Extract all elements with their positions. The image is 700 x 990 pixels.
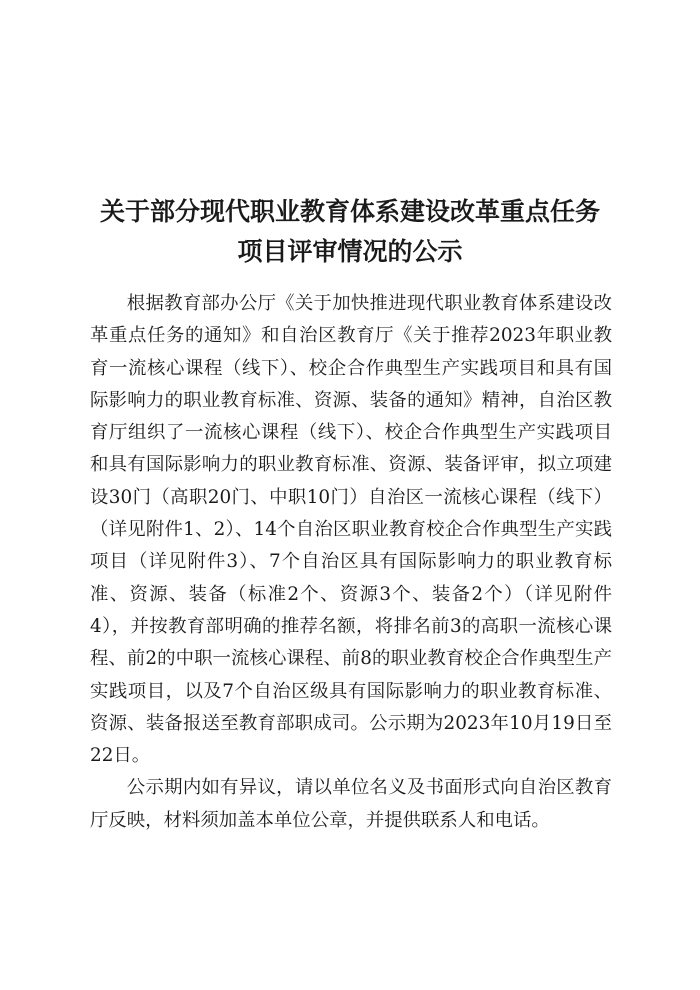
paragraph-main: 根据教育部办公厅《关于加快推进现代职业教育体系建设改革重点任务的通知》和自治区教育厅《关于推荐2023年职业教育一流核心课程（线下）、校企合作典型生产实践项目和具有国际影响力的职业教育标准、资源、装备的通知》精神，自治区教育厅组织了一流核心课程（线下）、校企合作典型生产实践项目和具有国际影响力的职业教育标准、资源、装备评审，拟立项建设30门（高职20门、中职10门）自治区一流核心课程（线下）（详见附件1、2）、14个自治区职业教育校企合作典型生产实践项目（详见附件3）、7个自治区具有国际影响力的职业教育标准、资源、装备（标准2个、资源3个、装备2个）（详见附件4），并按教育部明确的推荐名额，将排名前3的高职一流核心课程、前2的中职一流核心课程、前8的职业教育校企合作典型生产实践项目，以及7个自治区级具有国际影响力的职业教育标准、资源、装备报送至教育部职成司。公示期为2023年10月19日至22日。 (90, 293, 612, 767)
title-line-2: 项目评审情况的公示 (237, 237, 463, 266)
paragraph-objection: 公示期内如有异议，请以单位名义及书面形式向自治区教育厅反映，材料须加盖本单位公章，并提供联系人和电话。 (90, 777, 612, 831)
title-line-1: 关于部分现代职业教育体系建设改革重点任务 (99, 197, 600, 226)
document-body (90, 288, 612, 837)
document-title (60, 192, 640, 272)
